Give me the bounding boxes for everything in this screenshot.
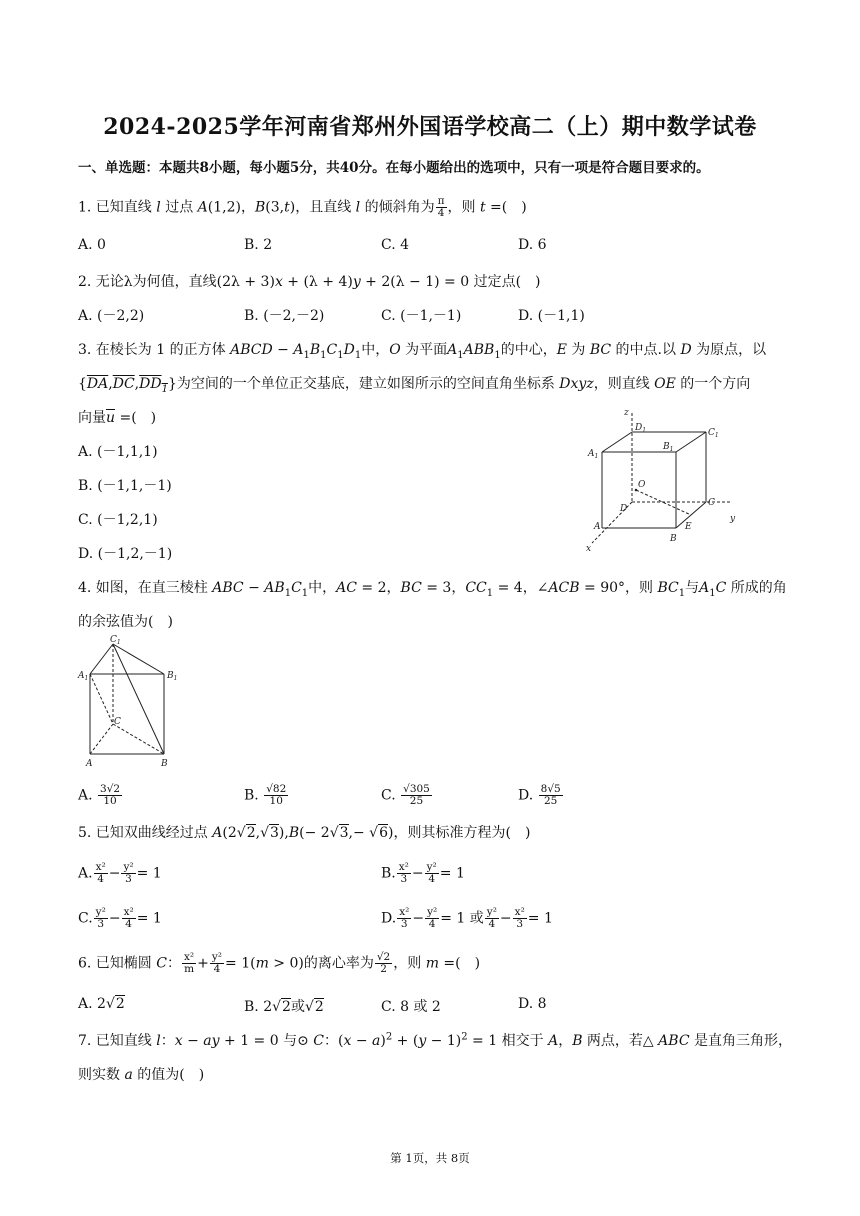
q5-option-d: D. $\frac{\text{x²}}{3}$ − $\frac{\text{y²}}{4}$ = 1 或 $\frac{\text{y²}}{4}$ − $\frac{\text{x²}}{3}$ = 1 (381, 906, 553, 930)
q4-option-d: D. $\frac{8√5}{25}$ (518, 783, 561, 807)
q4-option-c: C. $\frac{√305}{25}$ (381, 783, 430, 807)
q5-option-a: A. $\frac{\text{x²}}{4}$ − $\frac{\text{y²}}{3}$ = 1 (78, 861, 162, 885)
q1-option-c: C. 4 (381, 237, 410, 253)
q1-option-a: A. 0 (78, 237, 106, 253)
svg-text:D: D (620, 504, 628, 514)
question-7-line-2: 则实数 a 的值为( ) (78, 1067, 205, 1083)
question-4-line-1: 4. 如图，在直三棱柱 ABC − $AB_1C_1$中，AC = 2，BC = 3，$CC_1 = 4$，∠ACB = 90°，则 $BC_1$与$A_1C$ 所成的角 (78, 580, 787, 599)
svg-text:B1: $B_1$ (167, 671, 178, 682)
page-footer: 第 1页，共 8页 (390, 1151, 470, 1165)
q2-option-a: A. (－2,2) (78, 308, 145, 324)
q3-option-a: A. (－1,1,1) (78, 444, 158, 460)
svg-text:C1: $C_1$ (110, 635, 121, 646)
question-3-line-1: 3. 在棱长为 1 的正方体 ABCD − $A_1B_1C_1D_1$中，O 为平面$A_1ABB_1$的中心，E 为 BC 的中点.以 D 为原点，以 (78, 342, 767, 361)
question-6: 6. 已知椭圆 C： $\frac{\text{x²}}{m}$ + $\frac{\text{y²}}{4}$ = 1(m > 0)的离心率为 $\frac{√2}{2}$ ，则 m =( ) (78, 951, 481, 975)
svg-text:B: B (670, 534, 677, 544)
q6-option-d: D. 8 (518, 996, 547, 1012)
q3-option-d: D. (－1,2,－1) (78, 546, 173, 562)
q3-option-c: C. (－1,2,1) (78, 512, 158, 528)
svg-text:D1: $D_1$ (635, 423, 647, 434)
svg-text:O: O (638, 480, 646, 490)
q2-option-d: D. (－1,1) (518, 308, 585, 324)
q4-option-a: A. $\frac{3√2}{10}$ (78, 783, 121, 807)
svg-text:C: C (708, 498, 715, 508)
svg-text:y: y (730, 514, 736, 524)
svg-text:B: B (161, 759, 168, 769)
q3-option-b: B. (－1,1,－1) (78, 478, 172, 494)
question-4-line-2: 的余弦值为( ) (78, 614, 173, 630)
svg-text:C: C (114, 717, 121, 727)
q5-option-c: C. $\frac{\text{y²}}{3}$ − $\frac{\text{x²}}{4}$ = 1 (78, 906, 162, 930)
svg-text:A1: $A_1$ (78, 671, 89, 682)
cube-figure (580, 405, 740, 555)
q6-option-b: B. 2√2或√2 (244, 999, 324, 1015)
question-3-line-3: 向量$\overline{u}$ =( ) (78, 410, 157, 426)
q4-option-b: B. $\frac{√82}{10}$ (244, 783, 287, 807)
svg-text:z: z (624, 408, 629, 418)
section-heading: 一、单选题：本题共8小题，每小题5分，共40分。在每小题给出的选项中，只有一项是符合题目要求的。 (78, 160, 710, 176)
svg-text:A: A (86, 759, 93, 769)
svg-text:A: A (594, 522, 601, 532)
svg-text:x: x (586, 544, 592, 554)
question-5: 5. 已知双曲线经过点 A(2√2,√3),B(− 2√3,− √6)，则其标准方程为( ) (78, 825, 531, 841)
prism-figure (76, 632, 186, 772)
q2-option-c: C. (－1,－1) (381, 308, 462, 324)
q6-option-c: C. 8 或 2 (381, 999, 441, 1015)
q1-option-b: B. 2 (244, 237, 273, 253)
svg-text:C1: $C_1$ (708, 428, 719, 439)
question-2: 2. 无论λ为何值，直线(2λ + 3)x + (λ + 4)y + 2(λ − 1) = 0 过定点( ) (78, 274, 541, 290)
q6-option-a: A. 2√2 (78, 996, 125, 1012)
question-1: 1. 已知直线 l 过点 A(1,2)，B(3,t)，且直线 l 的倾斜角为 $\frac{\pi}{4}$ ，则 t =( ) (78, 195, 527, 219)
q2-option-b: B. (－2,－2) (244, 308, 325, 324)
svg-text:E: E (685, 522, 692, 532)
q5-option-b: B. $\frac{\text{x²}}{3}$ − $\frac{\text{y²}}{4}$ = 1 (381, 861, 465, 885)
question-3-line-2: $\{\overline{DA},\overline{DC},DD_1\}$为空间的一个单位正交基底，建立如图所示的空间直角坐标系 Dxyz，则直线 OE 的一个方向 (78, 376, 751, 395)
page-title: 2024-2025学年河南省郑州外国语学校高二（上）期中数学试卷 (103, 114, 757, 140)
svg-text:A1: $A_1$ (588, 449, 599, 460)
svg-text:B1: $B_1$ (663, 442, 674, 453)
q1-option-d: D. 6 (518, 237, 547, 253)
question-7-line-1: 7. 已知直线 l：x − ay + 1 = 0 与⊙ C：$(x - a)^2 + (y - 1)^2 = 1$ 相交于 A，B 两点，若△ ABC 是直角三角形， (78, 1031, 792, 1049)
